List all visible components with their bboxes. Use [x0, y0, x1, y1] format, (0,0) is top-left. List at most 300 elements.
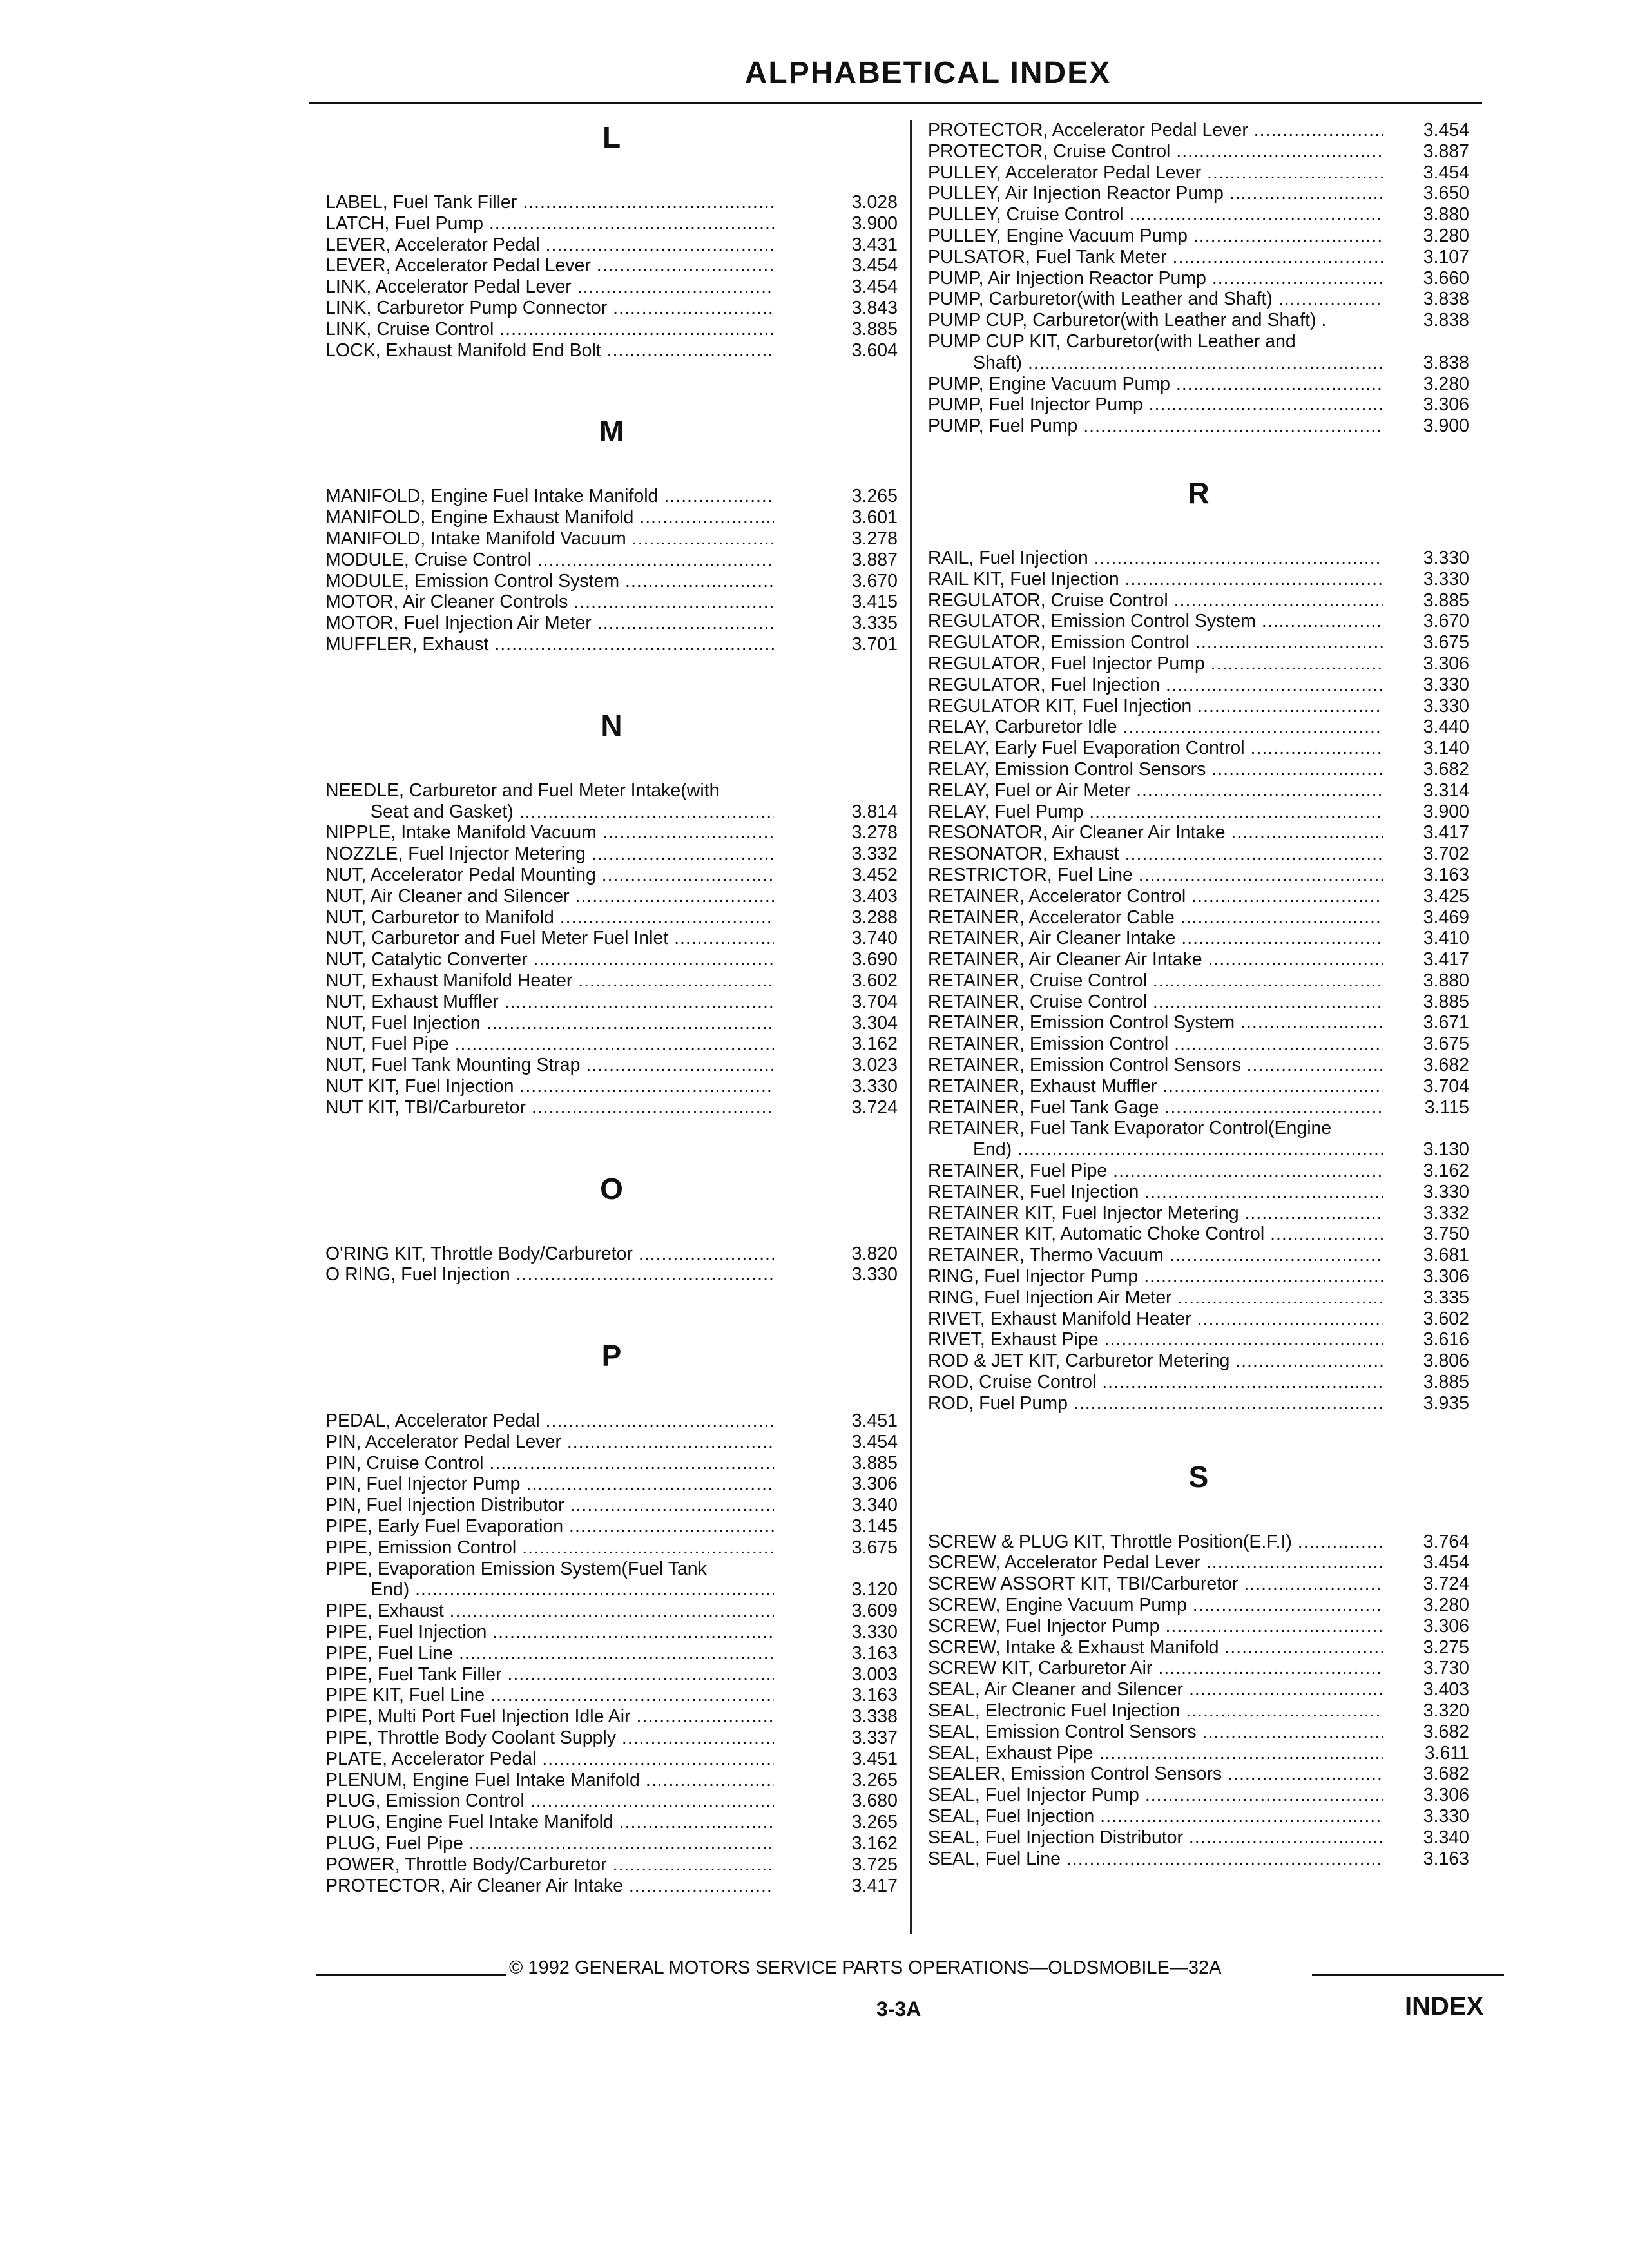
index-entry	[325, 1579, 898, 1600]
index-entry	[928, 1245, 1469, 1266]
entry-name: RELAY, Carburetor Idle .....	[928, 716, 1383, 738]
index-entry	[928, 268, 1469, 289]
entry-name: POWER, Throttle Body/Carburetor .....	[325, 1854, 774, 1876]
index-entry	[928, 992, 1469, 1013]
index-entry	[928, 716, 1469, 738]
entry-name: MUFFLER, Exhaust .....	[325, 634, 774, 655]
entry-page: 3.304	[851, 1012, 898, 1033]
section-letter: S	[1188, 1459, 1209, 1494]
entry-name: SEAL, Electronic Fuel Injection .....	[928, 1700, 1383, 1722]
entry-page: 3.330	[1423, 547, 1469, 568]
index-entry	[325, 928, 898, 949]
index-entry	[325, 1833, 898, 1854]
entry-page: 3.604	[851, 340, 898, 361]
entry-name: RIVET, Exhaust Manifold Heater .....	[928, 1309, 1383, 1330]
index-entry	[325, 550, 898, 571]
index-entry	[928, 394, 1469, 416]
index-entry	[325, 992, 898, 1013]
entry-name: SEAL, Fuel Injection .....	[928, 1806, 1383, 1827]
entry-name: PIPE, Fuel Tank Filler .....	[325, 1664, 774, 1686]
entry-page: 3.340	[851, 1495, 898, 1516]
index-entry	[325, 1791, 898, 1812]
entry-page: 3.806	[1423, 1350, 1469, 1372]
entry-name: REGULATOR KIT, Fuel Injection .....	[928, 696, 1383, 717]
index-entry	[928, 1266, 1469, 1287]
index-entry	[928, 653, 1469, 675]
entry-page: 3.162	[1423, 1160, 1469, 1182]
entry-page: 3.338	[851, 1706, 898, 1727]
entry-page: 3.602	[851, 970, 898, 991]
section-letter: N	[601, 708, 622, 742]
index-entry	[325, 1664, 898, 1686]
index-entry	[928, 1055, 1469, 1076]
entry-name: RESONATOR, Exhaust .....	[928, 843, 1383, 865]
entry-name: MANIFOLD, Engine Fuel Intake Manifold .....	[325, 486, 774, 507]
index-entry	[325, 1643, 898, 1664]
entry-name: SEAL, Fuel Injection Distributor .....	[928, 1827, 1383, 1849]
entry-name: NUT, Carburetor and Fuel Meter Fuel Inlet .....	[325, 928, 774, 949]
entry-name: RETAINER, Accelerator Cable .....	[928, 907, 1383, 928]
entry-name: SCREW ASSORT KIT, TBI/Carburetor .....	[928, 1573, 1383, 1595]
entry-name: NUT, Exhaust Manifold Heater .....	[325, 970, 774, 992]
entry-name: PULSATOR, Fuel Tank Meter .....	[928, 247, 1383, 268]
index-entry	[325, 1749, 898, 1770]
index-entry	[928, 907, 1469, 928]
entry-name: PULLEY, Accelerator Pedal Lever .....	[928, 162, 1383, 184]
entry-name: NUT KIT, TBI/Carburetor .....	[325, 1097, 774, 1119]
index-entry	[928, 1658, 1469, 1679]
index-entry	[928, 310, 1469, 331]
index-entry	[928, 1329, 1469, 1350]
entry-page: 3.162	[851, 1833, 898, 1854]
entry-name: PROTECTOR, Air Cleaner Air Intake .....	[325, 1876, 774, 1897]
entry-name: NUT, Catalytic Converter .....	[325, 949, 774, 970]
entry-page: 3.887	[851, 549, 898, 570]
index-entry	[928, 1595, 1469, 1616]
entry-page: 3.702	[1423, 843, 1469, 865]
entry-page: 3.885	[851, 1452, 898, 1474]
index-entry	[928, 780, 1469, 802]
entry-name: PULLEY, Air Injection Reactor Pump .....	[928, 183, 1383, 204]
index-entry	[928, 1785, 1469, 1806]
entry-name: REGULATOR, Fuel Injection .....	[928, 675, 1383, 696]
entry-page: 3.107	[1423, 246, 1469, 267]
index-entry	[325, 528, 898, 550]
entry-page: 3.265	[851, 486, 898, 507]
entry-page: 3.838	[1423, 310, 1469, 331]
entry-page: 3.330	[1423, 1805, 1469, 1827]
entry-page: 3.335	[1423, 1287, 1469, 1308]
entry-name: LOCK, Exhaust Manifold End Bolt .....	[325, 340, 774, 361]
index-entry	[325, 486, 898, 507]
index-entry	[325, 1537, 898, 1559]
entry-name: SCREW, Fuel Injector Pump .....	[928, 1616, 1383, 1637]
entry-page: 3.675	[851, 1537, 898, 1558]
entry-name: NUT, Fuel Pipe .....	[325, 1033, 774, 1055]
section-letter: R	[1188, 476, 1210, 510]
entry-page: 3.469	[1423, 907, 1469, 928]
entry-name: RING, Fuel Injector Pump .....	[928, 1266, 1383, 1287]
entry-name: PLENUM, Engine Fuel Intake Manifold .....	[325, 1770, 774, 1791]
entry-name: SCREW, Intake & Exhaust Manifold .....	[928, 1637, 1383, 1658]
index-entry	[928, 1573, 1469, 1595]
index-entry	[325, 1264, 898, 1285]
index-column-left	[325, 120, 898, 1896]
index-entry	[325, 780, 898, 802]
entry-name: RETAINER, Air Cleaner Intake .....	[928, 928, 1383, 949]
entry-name: NUT, Exhaust Muffler .....	[325, 992, 774, 1013]
index-entry	[325, 1495, 898, 1516]
entry-page: 3.682	[1423, 1721, 1469, 1742]
entry-page: 3.885	[1423, 991, 1469, 1012]
index-entry	[928, 1700, 1469, 1722]
entry-page: 3.330	[851, 1075, 898, 1097]
entry-name: PLUG, Fuel Pipe .....	[325, 1833, 774, 1854]
entry-page: 3.163	[851, 1642, 898, 1664]
entry-name: PROTECTOR, Cruise Control .....	[928, 141, 1383, 162]
index-entry	[928, 696, 1469, 717]
footer-rule-left	[316, 1974, 506, 1976]
entry-name: O'RING KIT, Throttle Body/Carburetor .....	[325, 1244, 774, 1265]
entry-page: 3.278	[851, 822, 898, 843]
entry-page: 3.335	[851, 613, 898, 634]
index-entry	[325, 1685, 898, 1706]
index-entry	[325, 634, 898, 655]
entry-page: 3.306	[1423, 1785, 1469, 1806]
index-entry	[325, 1474, 898, 1495]
entry-name: RESTRICTOR, Fuel Line .....	[928, 865, 1383, 886]
entry-page: 3.163	[1423, 1848, 1469, 1869]
index-entry	[928, 1309, 1469, 1330]
index-entry	[928, 843, 1469, 865]
index-entry	[325, 1013, 898, 1034]
entry-page: 3.601	[851, 507, 898, 528]
entry-page: 3.885	[1423, 1372, 1469, 1393]
section-letter: P	[601, 1339, 622, 1373]
index-entry	[928, 949, 1469, 970]
entry-name: RETAINER, Thermo Vacuum .....	[928, 1245, 1383, 1266]
entry-name: RETAINER, Fuel Pipe .....	[928, 1160, 1383, 1182]
entry-page: 3.440	[1423, 716, 1469, 738]
index-entry	[928, 204, 1469, 226]
entry-page: 3.682	[1423, 1055, 1469, 1076]
entry-name: SCREW & PLUG KIT, Throttle Position(E.F.I) .....	[928, 1532, 1383, 1553]
entry-name: REGULATOR, Emission Control .....	[928, 632, 1383, 653]
index-entry	[928, 1139, 1469, 1160]
entry-page: 3.814	[851, 801, 898, 822]
index-entry	[325, 1706, 898, 1727]
entry-page: 3.750	[1423, 1224, 1469, 1245]
entry-page: 3.935	[1423, 1392, 1469, 1414]
entry-page: 3.682	[1423, 758, 1469, 780]
index-entry	[928, 247, 1469, 268]
section-letter: L	[602, 120, 621, 154]
index-entry	[928, 865, 1469, 886]
entry-name: PEDAL, Accelerator Pedal .....	[325, 1410, 774, 1432]
index-entry	[325, 1055, 898, 1076]
entry-name: PIN, Cruise Control .....	[325, 1453, 774, 1474]
entry-page: 3.288	[851, 907, 898, 928]
index-entry	[325, 340, 898, 361]
entry-name: PIPE, Fuel Line .....	[325, 1643, 774, 1664]
entry-name: NUT KIT, Fuel Injection .....	[325, 1076, 774, 1097]
entry-name: RELAY, Early Fuel Evaporation Control .....	[928, 738, 1383, 759]
index-entry	[928, 1033, 1469, 1055]
entry-page: 3.704	[1423, 1075, 1469, 1097]
entry-name: PUMP, Fuel Pump .....	[928, 416, 1383, 437]
entry-name: Shaft) .....	[928, 352, 1383, 374]
entry-name: RELAY, Fuel or Air Meter .....	[928, 780, 1383, 802]
index-entry	[325, 1812, 898, 1833]
entry-name: MOTOR, Air Cleaner Controls .....	[325, 591, 774, 613]
index-entry	[928, 352, 1469, 374]
entry-page: 3.163	[1423, 864, 1469, 885]
entry-name: NUT, Carburetor to Manifold .....	[325, 907, 774, 928]
index-entry	[325, 1453, 898, 1474]
entry-name: NIPPLE, Intake Manifold Vacuum .....	[325, 822, 774, 843]
entry-name: MODULE, Cruise Control .....	[325, 550, 774, 571]
entry-name: NUT, Air Cleaner and Silencer .....	[325, 886, 774, 907]
entry-page: 3.671	[1423, 1012, 1469, 1033]
index-entry	[325, 907, 898, 928]
index-entry	[928, 1372, 1469, 1393]
entry-name: RETAINER, Exhaust Muffler .....	[928, 1076, 1383, 1097]
entry-name: PIPE, Throttle Body Coolant Supply .....	[325, 1727, 774, 1749]
entry-page: 3.820	[851, 1243, 898, 1264]
entry-page: 3.740	[851, 928, 898, 949]
entry-name: REGULATOR, Emission Control System .....	[928, 611, 1383, 632]
index-entry	[325, 591, 898, 613]
entry-page: 3.415	[851, 591, 898, 613]
index-entry	[325, 507, 898, 528]
entry-name: O RING, Fuel Injection .....	[325, 1264, 774, 1285]
index-entry	[928, 1679, 1469, 1700]
entry-name: PULLEY, Cruise Control .....	[928, 204, 1383, 226]
entry-name: MOTOR, Fuel Injection Air Meter .....	[325, 613, 774, 634]
index-entry	[325, 1622, 898, 1643]
index-entry	[928, 1224, 1469, 1245]
entry-name: PIPE, Emission Control .....	[325, 1537, 774, 1559]
entry-name: ROD, Cruise Control .....	[928, 1372, 1383, 1393]
entry-page: 3.320	[1423, 1700, 1469, 1721]
index-entry	[928, 1076, 1469, 1097]
index-entry	[928, 1160, 1469, 1182]
index-entry	[325, 1244, 898, 1265]
index-entry	[928, 802, 1469, 823]
entry-name: PIN, Fuel Injector Pump .....	[325, 1474, 774, 1495]
entry-page: 3.650	[1423, 183, 1469, 204]
index-entry	[325, 192, 898, 213]
entry-name: PUMP, Carburetor(with Leather and Shaft) .....	[928, 289, 1383, 310]
entry-name: RAIL KIT, Fuel Injection .....	[928, 569, 1383, 590]
entry-name: RAIL, Fuel Injection .....	[928, 548, 1383, 569]
entry-page: 3.451	[851, 1410, 898, 1432]
entry-name: RETAINER, Accelerator Control .....	[928, 886, 1383, 907]
entry-name: NUT, Accelerator Pedal Mounting .....	[325, 865, 774, 886]
entry-page: 3.670	[1423, 611, 1469, 632]
entry-page: 3.900	[1423, 801, 1469, 822]
index-entry	[325, 1770, 898, 1791]
entry-name: RETAINER, Air Cleaner Air Intake .....	[928, 949, 1383, 970]
entry-page: 3.885	[1423, 590, 1469, 611]
entry-name: RETAINER, Fuel Tank Gage .....	[928, 1097, 1383, 1119]
index-entry	[928, 569, 1469, 590]
entry-page: 3.330	[1423, 674, 1469, 695]
entry-name: RETAINER, Fuel Tank Evaporator Control(Engine	[928, 1118, 1332, 1139]
index-entry	[928, 611, 1469, 632]
entry-name: LABEL, Fuel Tank Filler .....	[325, 192, 774, 213]
entry-page: 3.265	[851, 1769, 898, 1791]
entry-page: 3.454	[1423, 162, 1469, 183]
entry-page: 3.278	[851, 528, 898, 549]
index-entry	[928, 1287, 1469, 1309]
index-entry	[928, 1350, 1469, 1372]
entry-page: 3.330	[851, 1622, 898, 1643]
index-entry	[928, 1118, 1469, 1139]
index-entry	[325, 865, 898, 886]
entry-name: End) .....	[928, 1139, 1383, 1160]
entry-page: 3.880	[1423, 970, 1469, 991]
page-number: 3-3A	[876, 1997, 921, 2021]
entry-page: 3.900	[851, 213, 898, 234]
entry-name: LINK, Carburetor Pump Connector .....	[325, 298, 774, 319]
entry-page: 3.675	[1423, 632, 1469, 653]
index-entry	[928, 590, 1469, 611]
entry-page: 3.115	[1424, 1097, 1469, 1118]
entry-name: PUMP CUP, Carburetor(with Leather and Shaft) .	[928, 310, 1327, 331]
entry-name: RELAY, Emission Control Sensors .....	[928, 759, 1383, 780]
entry-name: PROTECTOR, Accelerator Pedal Lever .....	[928, 120, 1383, 141]
entry-page: 3.880	[1423, 204, 1469, 226]
index-entry	[325, 1076, 898, 1097]
entry-page: 3.675	[1423, 1033, 1469, 1055]
entry-page: 3.330	[1423, 1181, 1469, 1202]
entry-page: 3.690	[851, 949, 898, 970]
index-entry	[325, 255, 898, 276]
entry-page: 3.140	[1423, 738, 1469, 759]
entry-name: PIPE, Fuel Injection .....	[325, 1622, 774, 1643]
index-entry	[928, 738, 1469, 759]
entry-name: LEVER, Accelerator Pedal Lever .....	[325, 255, 774, 276]
copyright-notice: © 1992 GENERAL MOTORS SERVICE PARTS OPERATIONS—OLDSMOBILE—32A	[509, 1957, 1222, 1978]
entry-name: PIPE, Evaporation Emission System(Fuel Tank	[325, 1558, 707, 1579]
index-entry	[325, 1033, 898, 1055]
entry-name: NEEDLE, Carburetor and Fuel Meter Intake(with	[325, 780, 720, 801]
entry-name: SEALER, Emission Control Sensors .....	[928, 1763, 1383, 1785]
entry-name: LATCH, Fuel Pump .....	[325, 213, 774, 235]
entry-name: RETAINER, Cruise Control .....	[928, 992, 1383, 1013]
entry-name: ROD, Fuel Pump .....	[928, 1393, 1383, 1414]
entry-name: REGULATOR, Fuel Injector Pump .....	[928, 653, 1383, 675]
entry-name: PIPE KIT, Fuel Line .....	[325, 1685, 774, 1706]
entry-page: 3.724	[851, 1097, 898, 1118]
entry-name: Seat and Gasket) .....	[325, 802, 774, 823]
entry-page: 3.417	[1423, 822, 1469, 843]
index-entry	[928, 1393, 1469, 1414]
entry-page: 3.454	[851, 276, 898, 298]
index-column-right	[928, 120, 1469, 1869]
entry-name: End) .....	[325, 1579, 774, 1600]
index-entry	[325, 949, 898, 970]
index-entry	[325, 843, 898, 865]
index-entry	[928, 1763, 1469, 1785]
entry-page: 3.280	[1423, 373, 1469, 394]
entry-page: 3.454	[1423, 120, 1469, 140]
entry-name: PUMP, Engine Vacuum Pump .....	[928, 374, 1383, 395]
entry-page: 3.120	[851, 1579, 898, 1600]
entry-page: 3.280	[1423, 1595, 1469, 1616]
index-entry	[928, 1182, 1469, 1203]
entry-name: MANIFOLD, Intake Manifold Vacuum .....	[325, 528, 774, 550]
index-entry	[928, 548, 1469, 569]
entry-name: LEVER, Accelerator Pedal .....	[325, 235, 774, 256]
index-entry	[325, 886, 898, 907]
index-entry	[928, 1532, 1469, 1553]
entry-page: 3.145	[851, 1516, 898, 1537]
entry-page: 3.887	[1423, 140, 1469, 162]
entry-name: NOZZLE, Fuel Injector Metering .....	[325, 843, 774, 865]
entry-page: 3.330	[1423, 568, 1469, 590]
entry-name: RETAINER KIT, Automatic Choke Control .....	[928, 1224, 1383, 1245]
index-entry	[325, 1097, 898, 1119]
entry-page: 3.682	[1423, 1763, 1469, 1785]
entry-page: 3.332	[851, 843, 898, 865]
entry-name: REGULATOR, Cruise Control .....	[928, 590, 1383, 611]
entry-page: 3.843	[851, 297, 898, 318]
entry-name: MODULE, Emission Control System .....	[325, 571, 774, 592]
entry-page: 3.431	[851, 234, 898, 255]
entry-page: 3.885	[851, 318, 898, 340]
entry-page: 3.330	[1423, 695, 1469, 716]
entry-name: PUMP, Fuel Injector Pump .....	[928, 394, 1383, 416]
entry-name: RETAINER, Emission Control Sensors .....	[928, 1055, 1383, 1076]
entry-name: RETAINER, Fuel Injection .....	[928, 1182, 1383, 1203]
index-entry	[325, 276, 898, 298]
entry-name: NUT, Fuel Injection .....	[325, 1013, 774, 1034]
entry-name: ROD & JET KIT, Carburetor Metering .....	[928, 1350, 1383, 1372]
entry-page: 3.838	[1423, 352, 1469, 373]
index-entry	[928, 1637, 1469, 1658]
entry-name: NUT, Fuel Tank Mounting Strap .....	[325, 1055, 774, 1076]
entry-page: 3.403	[851, 885, 898, 907]
entry-name: PLUG, Emission Control .....	[325, 1791, 774, 1812]
entry-name: RING, Fuel Injection Air Meter .....	[928, 1287, 1383, 1309]
entry-page: 3.704	[851, 991, 898, 1012]
entry-name: SCREW, Accelerator Pedal Lever .....	[928, 1552, 1383, 1573]
index-entry	[325, 1410, 898, 1432]
footer-rule-right	[1312, 1974, 1504, 1976]
entry-page: 3.454	[1423, 1552, 1469, 1573]
index-entry	[325, 1876, 898, 1897]
index-entry	[928, 1806, 1469, 1827]
section-label: INDEX	[1405, 1992, 1484, 2021]
index-entry	[928, 141, 1469, 162]
entry-page: 3.701	[851, 633, 898, 655]
index-entry	[325, 1432, 898, 1453]
entry-page: 3.028	[851, 192, 898, 213]
index-entry	[928, 226, 1469, 247]
entry-name: RETAINER KIT, Fuel Injector Metering .....	[928, 1203, 1383, 1224]
entry-page: 3.680	[851, 1791, 898, 1812]
entry-page: 3.670	[851, 570, 898, 591]
entry-page: 3.332	[1423, 1202, 1469, 1224]
index-entry	[928, 374, 1469, 395]
index-entry	[928, 632, 1469, 653]
entry-page: 3.340	[1423, 1827, 1469, 1848]
index-entry	[928, 928, 1469, 949]
entry-name: SEAL, Emission Control Sensors .....	[928, 1722, 1383, 1743]
entry-page: 3.265	[851, 1812, 898, 1833]
